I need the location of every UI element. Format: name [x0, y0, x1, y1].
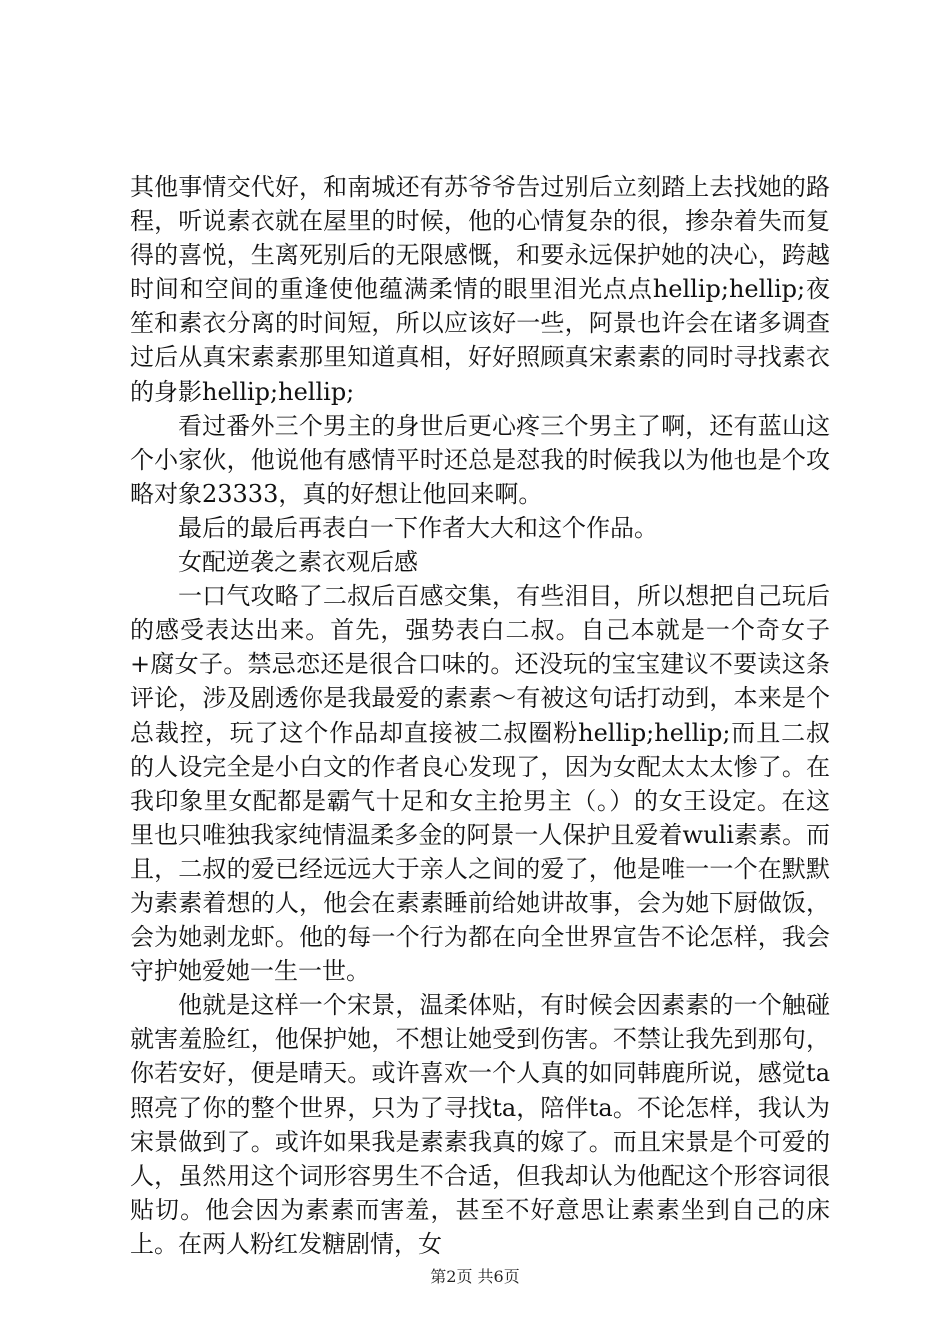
paragraph-2: 看过番外三个男主的身世后更心疼三个男主了啊，还有蓝山这个小家伙，他说他有感情平时还总是怼我的时候我以为他也是个攻略对象23333，真的好想让他回来啊。: [130, 411, 830, 508]
page-number-label: 第2页 共6页: [430, 1267, 520, 1286]
paragraph-6: 他就是这样一个宋景，温柔体贴，有时候会因素素的一个触碰就害羞脸红，他保护她，不想让她受到伤害。不禁让我先到那句，你若安好，便是晴天。或许喜欢一个人真的如同韩鹿所说，感觉ta照亮了你的整个世界，只为了寻找ta，陪伴ta。不论怎样，我认为宋景做到了。或许如果我是素素我真的嫁了。而且宋景是个可爱的人，虽然用这个词形容男生不合适，但我却认为他配这个形容词很贴切。他会因为素素而害羞，甚至不好意思让素素坐到自己的床上。在两人粉红发糖剧情，女: [130, 991, 830, 1258]
document-body: [130, 170, 830, 1261]
paragraph-5: 一口气攻略了二叔后百感交集，有些泪目，所以想把自己玩后的感受表达出来。首先，强势表白二叔。自己本就是一个奇女子+腐女子。禁忌恋还是很合口味的。还没玩的宝宝建议不要读这条评论，涉及剧透你是我最爱的素素～有被这句话打动到，本来是个总裁控，玩了这个作品却直接被二叔圈粉hellip;hellip;而且二叔的人设完全是小白文的作者良心发现了，因为女配太太太惨了。在我印象里女配都是霸气十足和女主抢男主（。）的女王设定。在这里也只唯独我家纯情温柔多金的阿景一人保护且爱着wuli素素。而且，二叔的爱已经远远大于亲人之间的爱了，他是唯一一个在默默为素素着想的人，他会在素素睡前给她讲故事，会为她下厨做饭，会为她剥龙虾。他的每一个行为都在向全世界宣告不论怎样，我会守护她爱她一生一世。: [130, 582, 830, 986]
paragraph-1: 其他事情交代好，和南城还有苏爷爷告过别后立刻踏上去找她的路程，听说素衣就在屋里的时候，他的心情复杂的很，掺杂着失而复得的喜悦，生离死别后的无限感慨，和要永远保护她的决心，跨越时间和空间的重逢使他蕴满柔情的眼里泪光点点hellip;hellip;夜笙和素衣分离的时间短，所以应该好一些，阿景也许会在诸多调查过后从真宋素素那里知道真相，好好照顾真宋素素的同时寻找素衣的身影hellip;hellip;: [130, 173, 830, 406]
section-heading: 女配逆袭之素衣观后感: [178, 548, 418, 577]
page-footer: [0, 1267, 950, 1287]
paragraph-3: 最后的最后再表白一下作者大大和这个作品。: [178, 513, 658, 542]
